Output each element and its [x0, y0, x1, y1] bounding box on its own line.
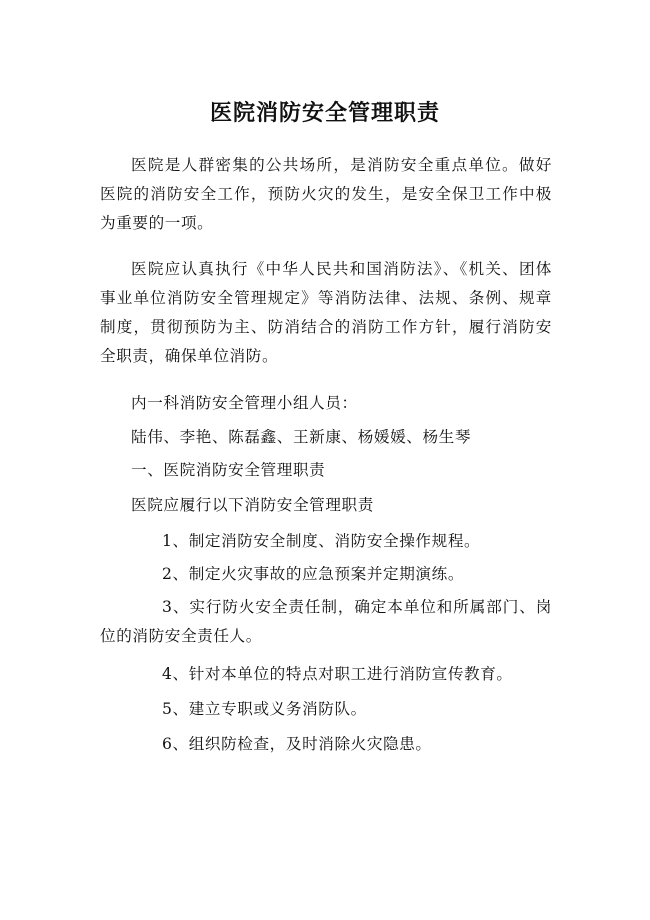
team-members: 陆伟、李艳、陈磊鑫、王新康、杨媛媛、杨生琴: [131, 428, 472, 446]
team-heading: 内一科消防安全管理小组人员：: [131, 394, 358, 412]
regulation-paragraph: 医院应认真执行《中华人民共和国消防法》、《机关、团体事业单位消防安全管理规定》等消防法律、法规、条例、规章制度，贯彻预防为主、防消结合的消防工作方针，履行消防安全职责，确保单位消防。: [100, 260, 552, 365]
page-title: 医院消防安全管理职责: [209, 100, 440, 126]
list-item: 5、建立专职或义务消防队。: [162, 700, 367, 718]
list-item: 1、制定消防安全制度、消防安全操作规程。: [162, 532, 481, 550]
section-intro: 医院应履行以下消防安全管理职责: [131, 496, 374, 514]
list-item: 2、制定火灾事故的应急预案并定期演练。: [162, 565, 465, 583]
list-item: 4、针对本单位的特点对职工进行消防宣传教育。: [162, 665, 513, 683]
list-item: 6、组织防检查，及时消除火灾隐患。: [162, 735, 432, 753]
section-heading: 一、医院消防安全管理职责: [131, 461, 326, 479]
intro-paragraph: 医院是人群密集的公共场所，是消防安全重点单位。做好医院的消防安全工作，预防火灾的发生，是安全保卫工作中极为重要的一项。: [100, 156, 552, 232]
list-item: 3、实行防火安全责任制，确定本单位和所属部门、岗位的消防安全责任人。: [100, 598, 552, 645]
